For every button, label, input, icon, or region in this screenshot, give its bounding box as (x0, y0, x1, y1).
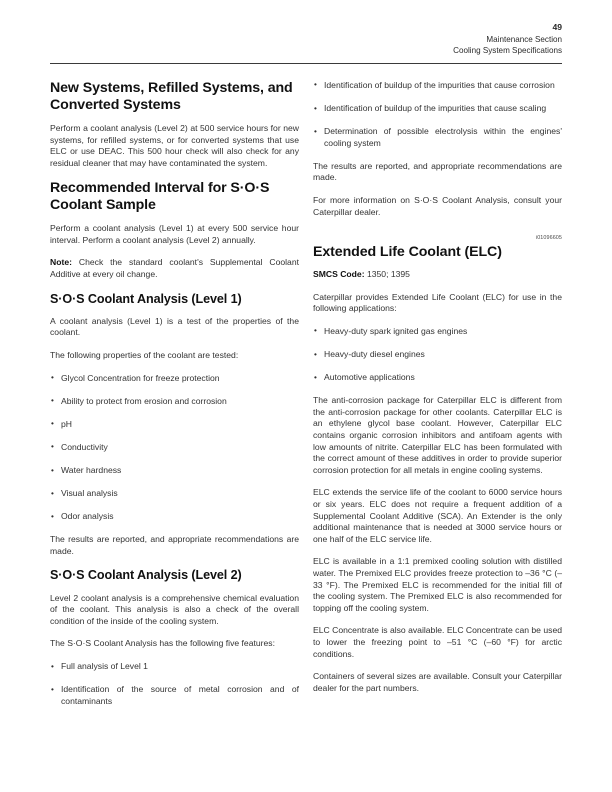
heading-sos-level-2: S·O·S Coolant Analysis (Level 2) (50, 568, 242, 583)
smcs-code-label: SMCS Code: (313, 269, 365, 280)
list-item: • Visual analysis (50, 488, 299, 500)
paragraph-level2-lead: The S·O·S Coolant Analysis has the following five features: (50, 638, 275, 649)
list-level1-properties (50, 373, 299, 523)
list-item: • Automotive applications (313, 372, 562, 384)
smcs-code-value: 1350; 1395 (364, 269, 410, 280)
heading-new-systems: New Systems, Refilled Systems, and Converted Systems (50, 79, 293, 113)
list-item: • Identification of buildup of the impurities that cause scaling (313, 103, 562, 115)
list-item: • Determination of possible electrolysis within the engines' cooling system (313, 126, 562, 149)
paragraph-new-systems: Perform a coolant analysis (Level 2) at 500 service hours for new systems, for refilled systems, or for converted systems that use ELC or use DEAC. This 500 hour check will also check for any residual cleaner that may have contaminated the system. (50, 122, 299, 168)
smcs-code-line (313, 269, 562, 281)
list-item: • Heavy-duty diesel engines (313, 349, 562, 361)
paragraph-elc-intro: Caterpillar provides Extended Life Coolant (ELC) for use in the following applications: (313, 291, 562, 314)
page-number: 49 (552, 22, 562, 32)
paragraph-premixed-elc: ELC is available in a 1:1 premixed cooling solution with distilled water. The Premixed ELC provides freeze protection to –36 °C (–33 °F). The Premixed ELC is recommended for the initial fill of the cooling system. The Premixed ELC is also recommended for topping off the cooling system. (313, 556, 562, 613)
note-text: Check the standard coolant's Supplemental Coolant Additive at every oil change. (50, 257, 299, 280)
paragraph-recommended-interval: Perform a coolant analysis (Level 1) at every 500 service hour interval. Perform a coolant analysis (Level 2) annually. (50, 223, 299, 245)
list-item: • Identification of the source of metal corrosion and of contaminants (50, 684, 299, 707)
list-item: • Odor analysis (50, 511, 299, 523)
document-reference-number: i01096605 (535, 235, 562, 242)
list-item: • Heavy-duty spark ignited gas engines (313, 326, 562, 338)
paragraph-more-info: For more information on S·O·S Coolant Analysis, consult your Caterpillar dealer. (313, 194, 562, 217)
paragraph-level1-results: The results are reported, and appropriate recommendations are made. (50, 534, 299, 556)
paragraph-level2-intro: Level 2 coolant analysis is a comprehensive chemical evaluation of the coolant. This analysis is also a check of the overall condition of the inside of the cooling system. (50, 592, 299, 626)
header-divider (50, 63, 562, 64)
list-item: • Conductivity (50, 442, 299, 454)
paragraph-results: The results are reported, and appropriate recommendations are made. (313, 160, 562, 183)
list-item: • Full analysis of Level 1 (50, 661, 299, 673)
list-item: • Water hardness (50, 465, 299, 477)
list-item: • Glycol Concentration for freeze protection (50, 373, 299, 385)
heading-extended-life-coolant: Extended Life Coolant (ELC) (313, 244, 502, 261)
list-level2-features (50, 661, 299, 707)
note-label: Note: (50, 257, 72, 268)
note-paragraph (50, 257, 299, 280)
list-item: • Identification of buildup of the impurities that cause corrosion (313, 80, 562, 92)
right-column (313, 80, 562, 719)
subsection-title: Cooling System Specifications (453, 45, 562, 55)
section-title: Maintenance Section (486, 34, 562, 44)
list-item: • pH (50, 419, 299, 431)
list-item: • Ability to protect from erosion and corrosion (50, 396, 299, 408)
paragraph-anticorrosion-package: The anti-corrosion package for Caterpillar ELC is different from the anti-corrosion package for other coolants. Caterpillar ELC is an ethylene glycol base coolant. However, Caterpillar ELC contains organic corrosion inhibitors and antifoam agents with low amounts of nitrite. Caterpillar ELC has been formulated with the correct amount of these additives in order to provide superior corrosion protection for all metals in engine cooling systems. (313, 395, 562, 475)
list-level2-features-continued (313, 80, 562, 149)
paragraph-level1-intro: A coolant analysis (Level 1) is a test of the properties of the coolant. (50, 315, 299, 338)
paragraph-level1-lead: The following properties of the coolant are tested: (50, 350, 239, 361)
heading-sos-level-1: S·O·S Coolant Analysis (Level 1) (50, 291, 242, 306)
paragraph-containers: Containers of several sizes are available. Consult your Caterpillar dealer for the part numbers. (313, 671, 562, 693)
left-column (50, 80, 299, 719)
list-elc-applications (313, 326, 562, 384)
paragraph-service-life: ELC extends the service life of the coolant to 6000 service hours or six years. ELC does not require a frequent addition of a Supplemental Coolant Additive (SCA). An Extender is the only additional maintenance that is needed at 3000 service hours or one half of the ELC service life. (313, 487, 562, 544)
paragraph-elc-concentrate: ELC Concentrate is also available. ELC Concentrate can be used to lower the freezing point to –51 °C (–60 °F) for arctic conditions. (313, 625, 562, 659)
heading-recommended-interval: Recommended Interval for S·O·S Coolant Sample (50, 180, 270, 214)
page-running-header (50, 22, 562, 56)
two-column-body (50, 80, 562, 719)
